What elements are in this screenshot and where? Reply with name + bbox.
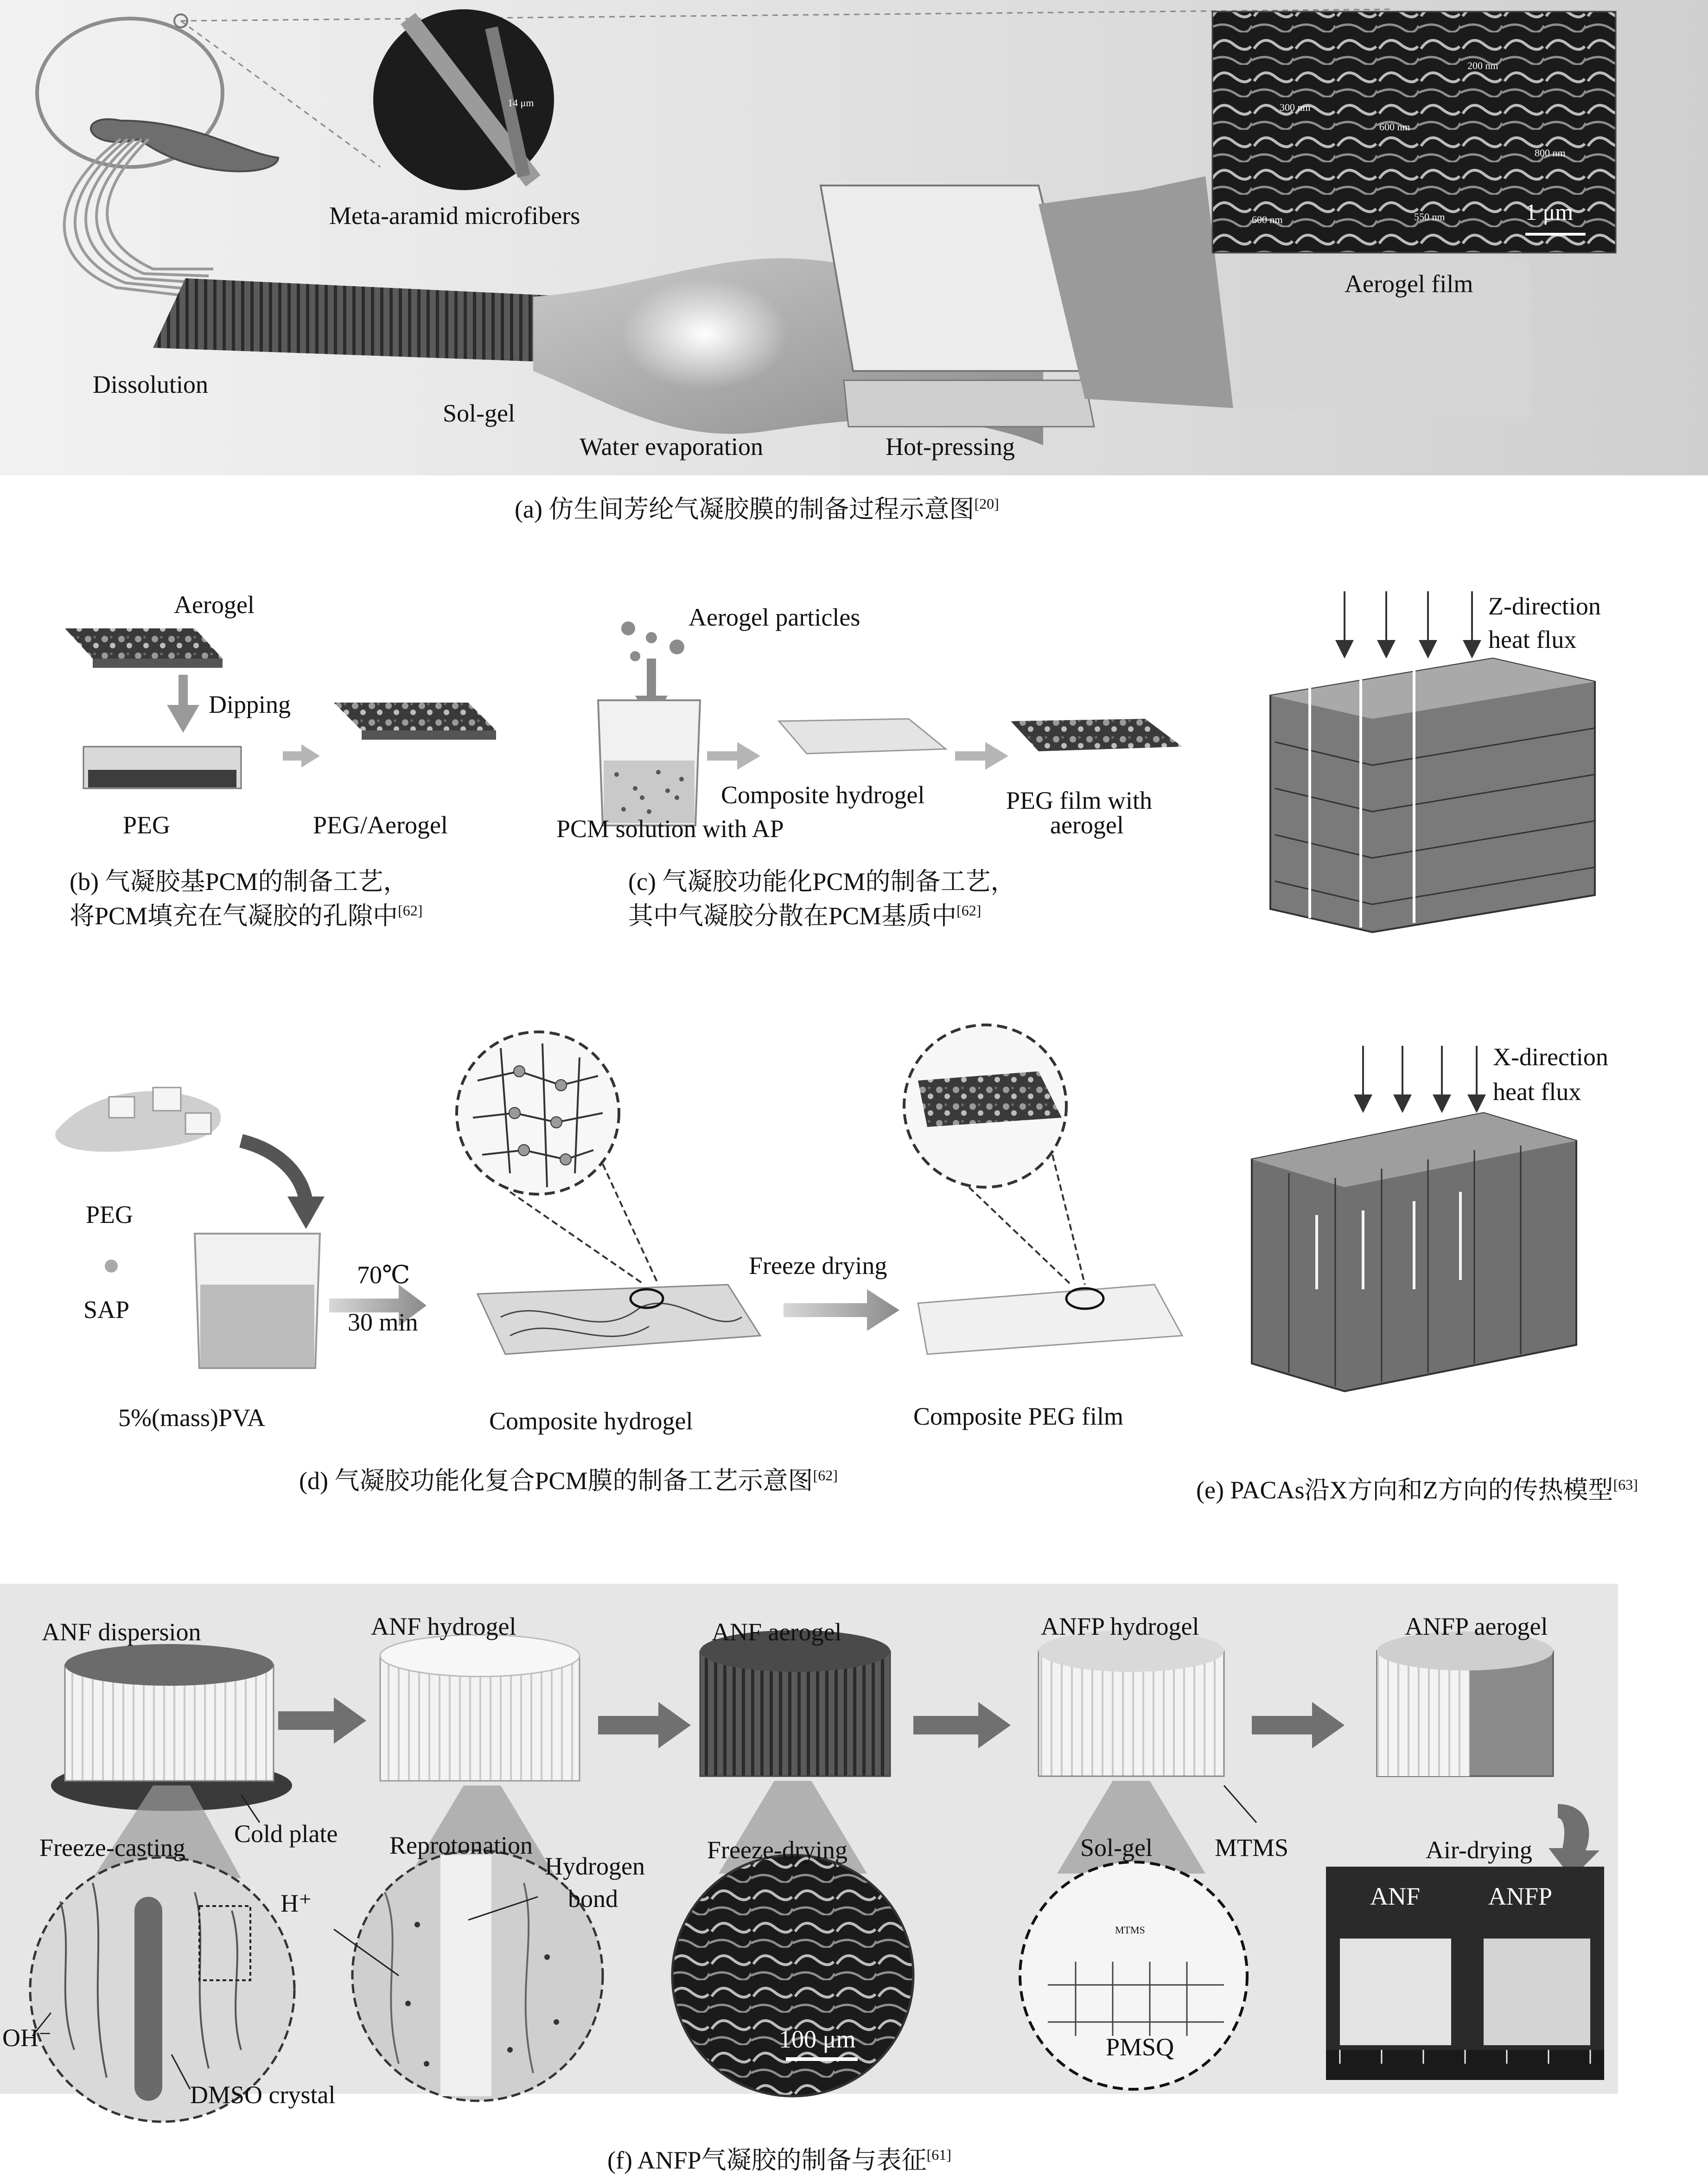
sem-scale-label: 1 μm [1525,199,1574,225]
label-x-direction: X-direction [1493,1043,1608,1071]
label-dissolution: Dissolution [93,371,209,398]
caption-a: (a) 仿生间芳纶气凝胶膜的制备过程示意图[20] [515,495,999,523]
label-air-drying: Air-drying [1426,1836,1532,1864]
label-anf-tag: ANF [1370,1882,1421,1910]
label-sap: SAP [83,1296,130,1324]
label-water-evaporation: Water evaporation [580,433,763,461]
label-aerogel-particles: Aerogel particles [688,603,860,631]
sem-label-4: 800 nm [1535,147,1566,159]
label-microfibers: Meta-aramid microfibers [329,202,580,230]
label-aerogel-film: Aerogel film [1345,270,1473,298]
label-mtms-inner: MTMS [1115,1924,1145,1936]
caption-f: (f) ANFP气凝胶的制备与表征[61] [607,2146,951,2174]
label-x-heat-flux: heat flux [1493,1078,1581,1106]
hydrogel-zoom [457,1032,619,1194]
aerogel-block [65,628,223,659]
sem-label-5: 600 nm [1252,214,1283,225]
fiber-dim-label: 14 μm [508,97,534,109]
caption-b-line2: 将PCM填充在气凝胶的孔隙中[62] [70,902,423,930]
label-pva: 5%(mass)PVA [118,1404,266,1432]
label-anfp-hydrogel: ANFP hydrogel [1041,1613,1199,1640]
label-peg-aerogel: PEG/Aerogel [313,811,448,839]
label-peg: PEG [123,811,171,839]
label-peg-film-2: aerogel [1050,811,1124,839]
caption-e: (e) PACAs沿X方向和Z方向的传热模型[63] [1196,1476,1638,1504]
label-pmsq: PMSQ [1106,2033,1174,2061]
label-bond: bond [568,1885,618,1913]
label-composite-hydrogel-c: Composite hydrogel [721,781,925,809]
label-mtms: MTMS [1215,1834,1289,1862]
label-solgel: Sol-gel [443,399,515,427]
x-arrows [1363,1046,1477,1104]
label-peg-film-1: PEG film with [1006,787,1153,814]
label-freeze-casting: Freeze-casting [39,1834,185,1862]
label-pcm-solution: PCM solution with AP [556,815,784,843]
sap-dot [105,1260,118,1273]
label-z-heat-flux: heat flux [1488,626,1577,653]
hot-press-bottom [844,380,1094,427]
label-composite-peg-film: Composite PEG film [913,1402,1124,1430]
label-hydrogen: Hydrogen [545,1852,645,1880]
aerogel-particles [621,621,684,661]
label-solgel-f: Sol-gel [1080,1834,1153,1862]
peg-aerogel-block [334,703,496,730]
evaporation-cloud [621,278,788,390]
label-anf-dispersion: ANF dispersion [42,1618,201,1646]
z-arrows [1345,591,1472,649]
label-h-plus: H⁺ [280,1889,312,1917]
label-dipping: Dipping [209,691,291,718]
label-peg-d: PEG [86,1201,134,1229]
label-z-direction: Z-direction [1488,592,1601,620]
peg-film-c [1011,719,1182,751]
caption-b-line1: (b) 气凝胶基PCM的制备工艺， [70,868,408,896]
label-anfp-aerogel: ANFP aerogel [1405,1613,1548,1640]
label-anf-hydrogel: ANF hydrogel [371,1613,516,1640]
caption-c-line2: 其中气凝胶分散在PCM基质中[62] [628,902,981,930]
label-aerogel: Aerogel [174,591,255,619]
label-composite-hydrogel-d: Composite hydrogel [489,1407,693,1435]
label-anf-aerogel: ANF aerogel [712,1618,842,1646]
label-dmso-crystal: DMSO crystal [190,2081,336,2109]
composite-peg-film [918,1285,1182,1354]
label-cold-plate: Cold plate [234,1820,338,1848]
sem-label-2: 200 nm [1467,60,1498,71]
label-freeze-drying-f: Freeze-drying [707,1836,848,1864]
sem-label-3: 600 nm [1379,121,1410,133]
label-anfp-tag: ANFP [1488,1882,1553,1910]
label-duration: 30 min [348,1308,418,1336]
composite-hydrogel-c [779,719,946,754]
sem-label-1: 300 nm [1280,102,1311,113]
label-reprotonation: Reprotonation [389,1831,533,1859]
sem-label-6: 550 nm [1414,211,1445,223]
label-hot-pressing: Hot-pressing [886,433,1015,461]
caption-c-line1: (c) 气凝胶功能化PCM的制备工艺， [628,868,1016,896]
label-oh-minus: OH⁻ [2,2024,52,2052]
label-temperature: 70℃ [357,1261,410,1289]
dipping-arrow [167,675,199,733]
label-freeze-drying-d: Freeze drying [749,1252,887,1280]
label-scale-100um: 100 μm [779,2025,856,2053]
caption-d: (d) 气凝胶功能化复合PCM膜的制备工艺示意图[62] [299,1467,838,1495]
